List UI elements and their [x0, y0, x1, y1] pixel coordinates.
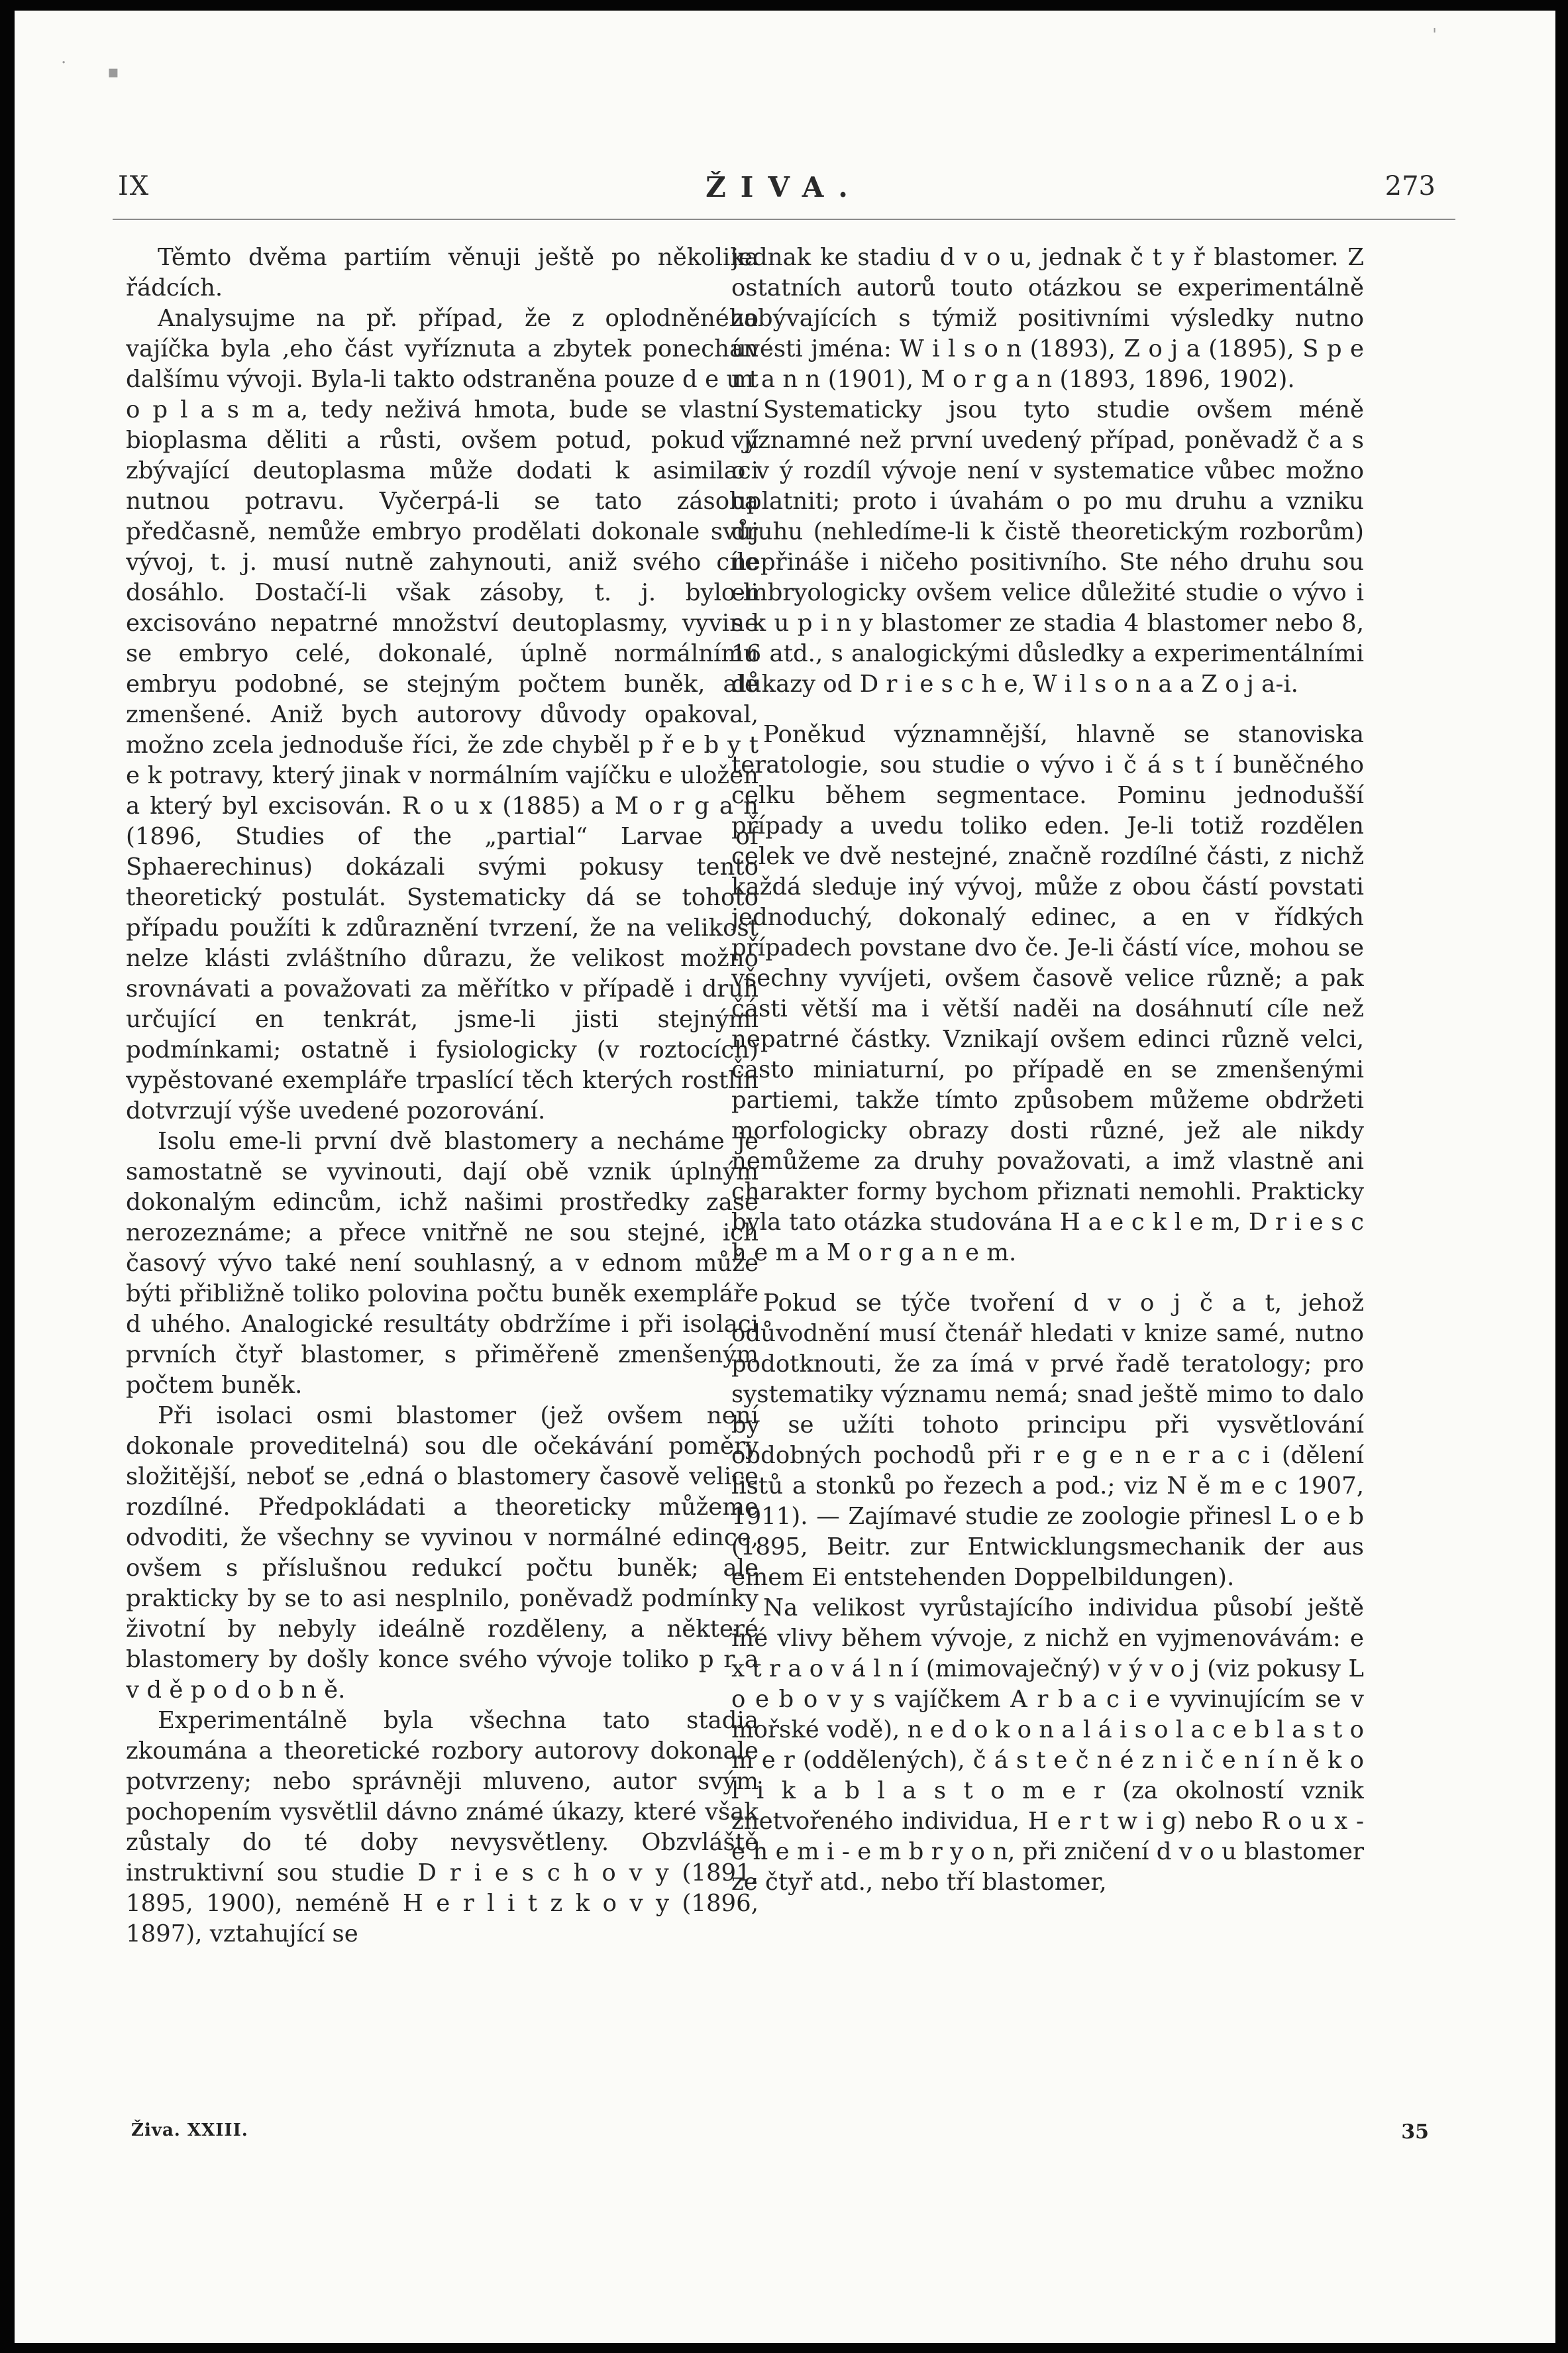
paragraph: Při isolaci osmi blastomer (jež ovšem není dokonale proveditelná) sou dle očekávání poměry složitější, neboť se ,edná o blastomery časově velice rozdílné. Předpokládati a theoreticky můžeme odvoditi, že všechny se vyvinou v normálné edince, ovšem s příslušnou redukcí počtu buněk; ale prakticky by se to asi nesplnilo, poněvadž podmínky životní by nebyly ideálně rozděleny, a některé blastomery by došly konce svého vývoje toliko p r a v d ě p o d o b n ě. — [126, 1402, 758, 1704]
paragraph: Pokud se týče tvoření d v o j č a t, jehož odůvodnění musí čtenář hledati v knize samé, nutno podotknouti, že za ímá v prvé řadě teratology; pro systematiky významu nemá; snad ještě mimo to dalo by se užíti tohoto principu při vysvětlování obdobných pochodů při r e g e n e r a c i (dělení listů a stonků po řezech a pod.; viz N ě m e c 1907, 1911). — Zajímavé studie ze zoologie přinesl L o e b (1895, Beitr. zur Entwicklungsmechanik der aus einem Ei entstehenden Doppelbildungen). — [731, 1289, 1364, 1591]
scan-speck: ▪ — [107, 62, 119, 82]
volume-number: IX — [118, 171, 150, 201]
page-number: 273 — [1385, 171, 1436, 201]
paragraph: Poněkud významnější, hlavně se stanoviska teratologie, sou studie o vývo i č á s t í buněčného celku během segmentace. Pominu jednodušší případy a uvedu toliko eden. Je-li totiž rozdělen celek ve dvě nestejné, značně rozdílné části, z nichž každá sleduje iný vývoj, může z obou částí povstati jednoduchý, dokonalý edinec, a en v řídkých případech povstane dvo če. Je-li částí více, mohou se všechny vyvíjeti, ovšem časově velice různě; a pak části větší ma i větší naděi na dosáhnutí cíle než nepatrné částky. Vznikají ovšem edinci různě velci, často miniaturní, po případě en se zmenšenými partiemi, takže tímto způsobem můžeme obdržeti morfologicky obrazy dosti různé, jež ale nikdy nemůžeme za druhy považovati, a imž vlastně ani charakter formy bychom přiznati nemohli. Prakticky byla tato otázka studována H a e c k l e m, D r i e s c h e m a M o r g a n e m. — [731, 721, 1364, 1266]
header-rule — [113, 219, 1455, 220]
right-column — [731, 243, 1364, 2131]
signature-mark: Živa. XXIII. — [131, 2120, 248, 2140]
left-column — [126, 243, 758, 2131]
sheet-number: 35 — [1401, 2120, 1429, 2144]
scan-speck: · — [61, 53, 67, 73]
paragraph: Isolu eme-li první dvě blastomery a necháme je samostatně se vyvinouti, dají obě vznik úplným dokonalým edincům, ichž našimi prostředky zase nerozeznáme; a přece vnitřně ne sou stejné, ich časový vývo také není souhlasný, a v ednom může býti přibližně toliko polovina počtu buněk exempláře d uhého. Analogické resultáty obdržíme i při isolaci prvních čtyř blastomer, s přiměřeně zmenšeným počtem buněk. — [126, 1128, 758, 1399]
paragraph: Analysujme na př. případ, že z oplodněného vajíčka byla ,eho část vyříznuta a zbytek ponechán dalšímu vývoji. Byla-li takto odstraněna pouze d e u t o p l a s m a, tedy neživá hmota, bude se vlastní bioplasma děliti a růsti, ovšem potud, pokud jí zbývající deutoplasma může dodati k asimilaci nutnou potravu. Vyčerpá-li se tato zásoba předčasně, nemůže embryo prodělati dokonale svůj vývoj, t. j. musí nutně zahynouti, aniž svého cíle dosáhlo. Dostačí-li však zásoby, t. j. bylo-li excisováno nepatrné množství deutoplasmy, vyvine se embryo celé, dokonalé, úplně normálnímu embryu podobné, se stejným počtem buněk, ale zmenšené. Aniž bych autorovy důvody opakoval, možno zcela jednoduše říci, že zde chyběl p ř e b y t e k potravy, který jinak v normálním vajíčku e uložen a který byl excisován. R o u x (1885) a M o r g a n (1896, Studies of the „partial“ Larvae of Sphaerechinus) dokázali svými pokusy tento theoretický postulát. Systematicky dá se tohoto případu použíti k zdůraznění tvrzení, že na velikost nelze klásti zvláštního důrazu, že velikost možno srovnávati a považovati za měřítko v případě i druh určující en tenkrát, jsme-li jisti stejnými podmínkami; ostatně i fysiologicky (v roztocích) vypěstované exempláře trpaslící těch kterých rostlin dotvrzují výše uvedené pozorování. — [126, 305, 758, 1124]
journal-title: ŽIVA. — [706, 171, 862, 203]
paragraph: Těmto dvěma partiím věnuji ještě po několika řádcích. — [126, 244, 758, 301]
scan-speck: ' — [1432, 25, 1437, 45]
paragraph: jednak ke stadiu d v o u, jednak č t y ř blastomer. Z ostatních autorů touto otázkou se experimentálně zabývajících s týmiž positivními výsledky nutno uvésti jména: W i l s o n (1893), Z o j a (1895), S p e m a n n (1901), M o r g a n (1893, 1896, 1902). — [731, 244, 1364, 393]
paragraph: Experimentálně byla všechna tato stadia zkoumána a theoretické rozbory autorovy dokonale potvrzeny; nebo správněji mluveno, autor svým pochopením vysvětlil dávno známé úkazy, které však zůstaly do té doby nevysvětleny. Obzvláště instruktivní sou studie D r i e s c h o v y (1891, 1895, 1900), neméně H e r l i t z k o v y (1896, 1897), vztahující se — [126, 1707, 758, 1947]
paragraph: Systematicky jsou tyto studie ovšem méně významné než první uvedený případ, poněvadž č a s o v ý rozdíl vývoje není v systematice vůbec možno uplatniti; proto i úvahám o po mu druhu a vzniku druhu (nehledíme-li k čistě theoretickým rozborům) nepřináše i ničeho positivního. Ste ného druhu sou embryologicky ovšem velice důležité studie o vývo i s k u p i n y blastomer ze stadia 4 blastomer nebo 8, 16 atd., s analogickými důsledky a experimentálními důkazy od D r i e s c h e, W i l s o n a a Z o j a-i. — [731, 396, 1364, 698]
paragraph: Na velikost vyrůstajícího individua působí ještě iné vlivy během vývoje, z nichž en vyjmenovávám: e x t r a o v á l n í (mimovaječný) v ý v o j (viz pokusy L o e b o v y s vajíčkem A r b a c i e vyvinujícím se v mořské vodě), n e d o k o n a l á i s o l a c e b l a s t o m e r (oddělených), č á s t e č n é z n i č e n í n ě k o l i k a b l a s t o m e r (za okolností vznik znetvořeného individua, H e r t w i g) nebo R o u x - e h e m i - e m b r y o n, při zničení d v o u blastomer ze čtyř atd., nebo tří blastomer, — [731, 1594, 1364, 1896]
page-footer — [126, 2120, 1429, 2147]
running-header — [113, 171, 1455, 207]
